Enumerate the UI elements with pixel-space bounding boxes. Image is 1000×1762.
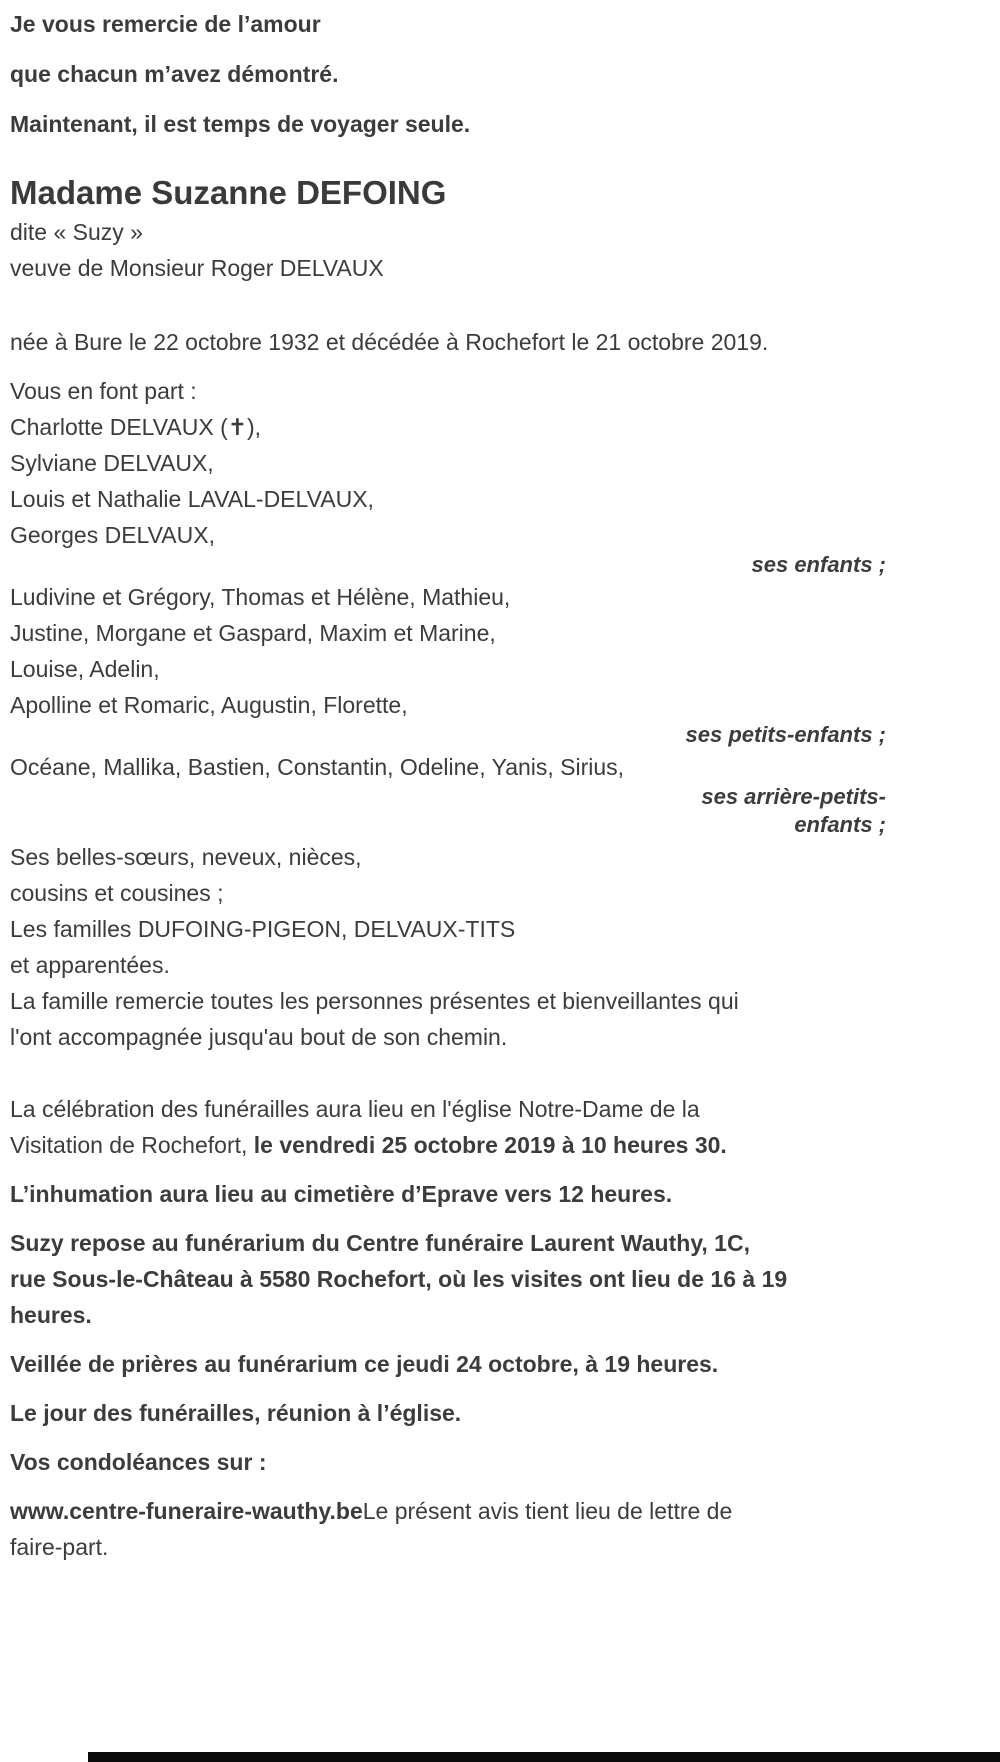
grandchild-name-line: Apolline et Romaric, Augustin, Florette, [10,692,408,718]
repose-info [10,1225,886,1333]
grandchild-name-line: Justine, Morgane et Gaspard, Maxim et Marine, [10,620,496,646]
grandchildren-list [10,579,886,723]
repose-line: rue Sous-le-Château à 5580 Rochefort, où les visites ont lieu de 16 à 19 [10,1266,788,1292]
obituary-content [10,6,886,1565]
website-link[interactable]: www.centre-funeraire-wauthy.be [10,1498,363,1524]
announcement-intro: Vous en font part : [10,378,197,404]
relatives-line: et apparentées. [10,952,170,978]
vigil-info: Veillée de prières au funérarium ce jeudi 24 octobre, à 19 heures. [10,1351,719,1377]
legal-notice [10,1493,886,1529]
children-list [10,409,886,553]
legal-notice-line-2: faire-part. [10,1534,109,1560]
burial-info: L’inhumation aura lieu au cimetière d’Eprave vers 12 heures. [10,1181,673,1207]
relatives-line: cousins et cousines ; [10,880,224,906]
epitaph-line-1: Je vous remercie de l’amour [10,11,321,37]
repose-line: heures. [10,1302,92,1328]
child-name-line: Sylviane DELVAUX, [10,450,214,476]
repose-line: Suzy repose au funérarium du Centre funéraire Laurent Wauthy, 1C, [10,1230,750,1256]
epitaph-line-2: que chacun m’avez démontré. [10,61,339,87]
great-grandchildren-line: Océane, Mallika, Bastien, Constantin, Odeline, Yanis, Sirius, [10,754,625,780]
deceased-name: Madame Suzanne DEFOING [10,174,447,211]
legal-notice-text: Le présent avis tient lieu de lettre de [362,1498,733,1524]
deceased-alias: dite « Suzy » [10,219,143,245]
church-meeting-info: Le jour des funérailles, réunion à l’église. [10,1400,462,1426]
grandchildren-relation-label: ses petits-enfants ; [685,722,886,747]
relatives-line: Ses belles-sœurs, neveux, nièces, [10,844,362,870]
child-name-line: Louis et Nathalie LAVAL-DELVAUX, [10,486,374,512]
child-name-line: Georges DELVAUX, [10,522,215,548]
deceased-widow-of: veuve de Monsieur Roger DELVAUX [10,255,384,281]
epitaph-block [10,6,886,142]
grandchild-name-line: Ludivine et Grégory, Thomas et Hélène, Mathieu, [10,584,511,610]
child-name-line: Charlotte DELVAUX (✝), [10,414,262,440]
epitaph-line-3: Maintenant, il est temps de voyager seule. [10,111,471,137]
funeral-celebration-datetime: le vendredi 25 octobre 2019 à 10 heures 30. [253,1132,727,1158]
children-relation-label: ses enfants ; [751,552,886,577]
condolences-heading: Vos condoléances sur : [10,1449,267,1475]
relatives-list [10,839,886,983]
relatives-line: Les familles DUFOING-PIGEON, DELVAUX-TITS [10,916,516,942]
funeral-celebration-line-1: La célébration des funérailles aura lieu en l'église Notre-Dame de la [10,1096,700,1122]
funeral-celebration [10,1091,886,1163]
family-thanks-line: l'ont accompagnée jusqu'au bout de son chemin. [10,1024,508,1050]
bottom-cropped-bar [88,1752,1000,1762]
great-grandchildren-relation-label: ses arrière-petits-enfants ; [701,784,886,837]
grandchild-name-line: Louise, Adelin, [10,656,160,682]
family-thanks-line: La famille remercie toutes les personnes présentes et bienveillantes qui [10,988,739,1014]
funeral-celebration-line-2 [10,1127,886,1163]
life-dates: née à Bure le 22 octobre 1932 et décédée à Rochefort le 21 octobre 2019. [10,329,769,355]
family-thanks [10,983,886,1055]
funeral-celebration-place: Visitation de Rochefort, [10,1132,254,1158]
